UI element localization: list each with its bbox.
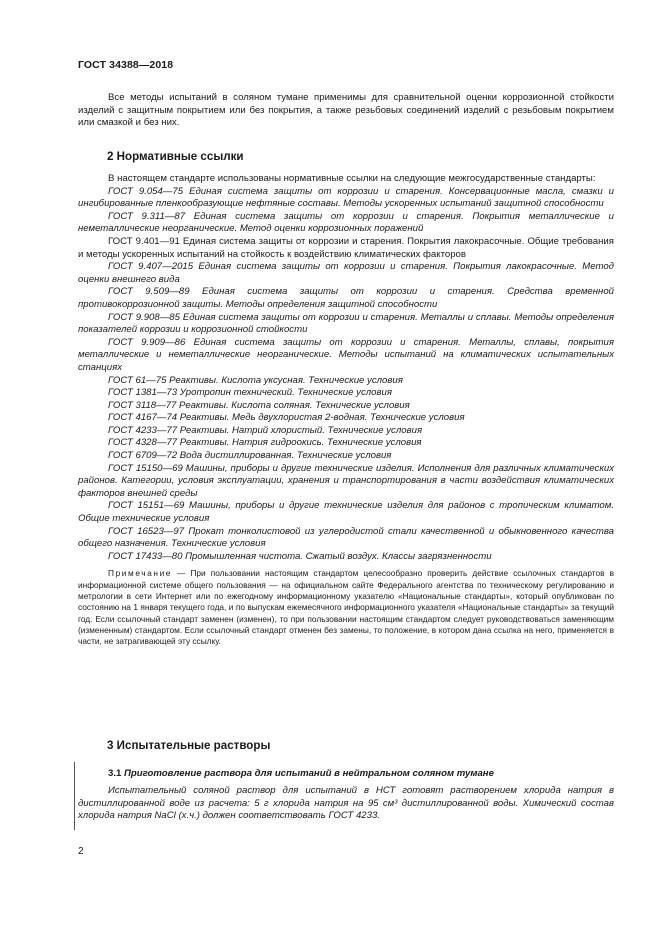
ref-item: ГОСТ 4328—77 Реактивы. Натрия гидроокись. Технические условия xyxy=(108,437,422,449)
ref-item: ГОСТ 3118—77 Реактивы. Кислота соляная. Технические условия xyxy=(108,399,410,411)
page-number: 2 xyxy=(78,846,84,857)
intro-paragraph xyxy=(78,92,614,130)
ref-item: ГОСТ 9.054—75 Единая система защиты от коррозии и старения. Консервационные масла, смазки и ингибированные пленкообразующие нефтяные составы. Методы ускоренных испытаний защитной способности xyxy=(78,185,614,210)
ref-item: ГОСТ 6709—72 Вода дистиллированная. Технические условия xyxy=(108,450,392,462)
subsection-heading xyxy=(78,768,614,779)
subsection-number: 3.1 xyxy=(108,768,122,779)
note-paragraph xyxy=(78,568,614,647)
intro-text: Все методы испытаний в соляном тумане применимы для сравнительной оценки коррозионной стойкости изделий с защитным покрытием или без покрытия, а также резьбовых соединений изделий с резьбовым покрытием или смазкой и без них. xyxy=(78,92,614,129)
ref-item: ГОСТ 15150—69 Машины, приборы и другие технические изделия. Исполнения для различных климатических районов. Категории, условия эксплуатации, хранения и транспортирования в части воздействия климатических факторов внешней среды xyxy=(78,462,614,499)
ref-item: ГОСТ 15151—69 Машины, приборы и другие технические изделия для районов с тропическим климатом. Общие технические условия xyxy=(78,500,614,525)
ref-item: ГОСТ 61—75 Реактивы. Кислота уксусная. Технические условия xyxy=(108,374,403,386)
ref-item: ГОСТ 9.407—2015 Единая система защиты от коррозии и старения. Покрытия лакокрасочные. Метод оценки внешнего вида xyxy=(78,261,614,285)
ref-item: ГОСТ 4233—77 Реактивы. Натрий хлористый. Технические условия xyxy=(108,424,423,436)
section-2-lead: В настоящем стандарте использованы нормативные ссылки на следующие межгосударственные стандарты: xyxy=(108,173,596,184)
ref-item: ГОСТ 17433—80 Промышленная чистота. Сжатый воздух. Классы загрязненности xyxy=(108,550,492,562)
section-3-body xyxy=(78,768,614,823)
ref-item: ГОСТ 9.908—85 Единая система защиты от коррозии и старения. Металлы и сплавы. Методы определения показателей коррозии и коррозионной стойкости xyxy=(78,311,614,336)
ref-item: ГОСТ 9.909—86 Единая система защиты от коррозии и старения. Металлы, сплавы, покрытия металлические и неметаллические неорганические. Методы испытаний на климатических испытательных станциях xyxy=(78,336,614,373)
ref-item: ГОСТ 9.401—91 Единая система защиты от коррозии и старения. Покрытия лакокрасочные. Общие требования и методы ускоренных испытаний на стойкость к воздействию климатических факторов xyxy=(78,235,614,260)
ref-item: ГОСТ 9.311—87 Единая система защиты от коррозии и старения. Покрытия металлические и неметаллические неорганические. Метод оценки коррозионных поражений xyxy=(78,210,614,235)
note-label: Примечание xyxy=(108,568,173,579)
section-3-title: 3 Испытательные растворы xyxy=(107,739,271,752)
section-2-title: 2 Нормативные ссылки xyxy=(107,150,244,163)
running-header: ГОСТ 34388—2018 xyxy=(78,59,174,71)
ref-item: ГОСТ 9.509—89 Единая система защиты от коррозии и старения. Средства временной противокоррозионной защиты. Методы определения защитной способности xyxy=(78,286,614,310)
subsection-paragraph: Испытательный соляной раствор для испытаний в НСТ готовят растворением хлорида натрия в дистиллированной воде из расчета: 5 г хлорида натрия на 95 см³ дистиллированной воды. Химический состав хлорида натрия NaCl (х.ч.) должен соответствовать ГОСТ 4233. xyxy=(78,785,614,822)
ref-item: ГОСТ 1381—73 Уротропин технический. Технические условия xyxy=(108,387,392,399)
section-2-body xyxy=(78,173,614,647)
ref-item: ГОСТ 16523—97 Прокат тонколистовой из углеродистой стали качественной и обыкновенного качества общего назначения. Технические условия xyxy=(78,525,614,550)
subsection-title: Приготовление раствора для испытаний в нейтральном соляном тумане xyxy=(124,768,494,779)
ref-item: ГОСТ 4167—74 Реактивы. Медь двухлористая 2-водная. Технические условия xyxy=(108,412,465,424)
change-bar xyxy=(74,762,75,830)
note-text: — При пользовании настоящим стандартом целесообразно проверить действие ссылочных стандартов в информационной системе общего пользования — на официальном сайте Федерального агентства по техническому регулированию и метрологии в сети Интернет или по ежегодному информационному указателю «Национальные стандарты», который опубликован по состоянию на 1 января текущего года, и по выпускам ежемесячного информационного указателя «Национальные стандарты» за текущий год. Если ссылочный стандарт заменен (изменен), то при пользовании настоящим стандартом следует руководствоваться заменяющим (измененным) стандартом. Если ссылочный стандарт отменен без замены, то положение, в котором дана ссылка на него, применяется в части, не затрагивающей эту ссылку. xyxy=(78,568,614,647)
